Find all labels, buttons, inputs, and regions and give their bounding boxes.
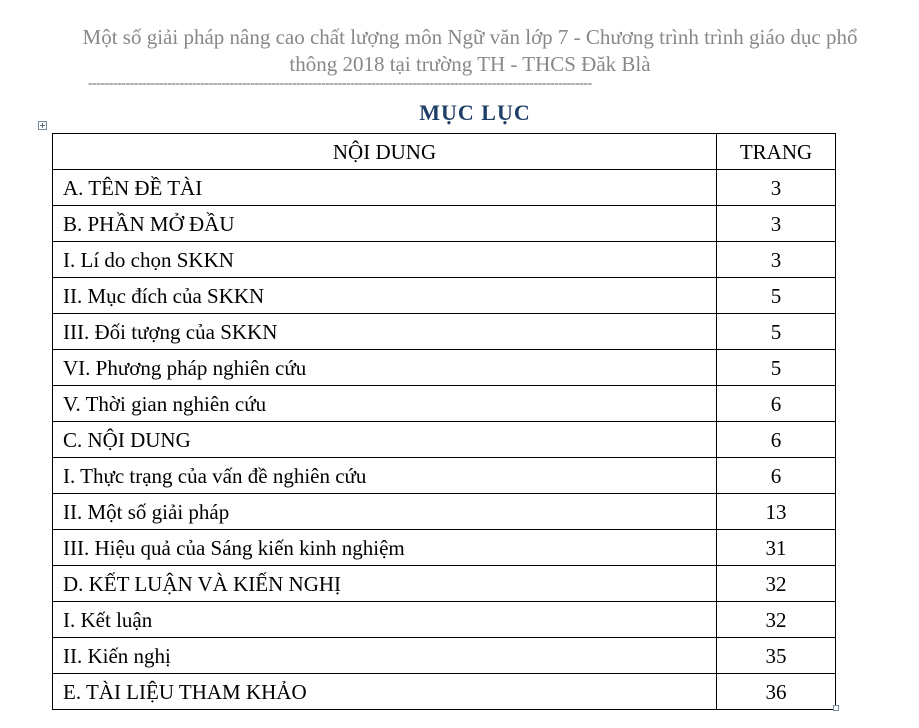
toc-row bbox=[53, 242, 836, 278]
toc-entry-content[interactable]: II. Mục đích của SKKN bbox=[53, 278, 717, 314]
toc-row bbox=[53, 458, 836, 494]
toc-row bbox=[53, 350, 836, 386]
toc-row bbox=[53, 278, 836, 314]
toc-entry-page[interactable]: 3 bbox=[717, 170, 836, 206]
toc-entry-content[interactable]: I. Kết luận bbox=[53, 602, 717, 638]
toc-entry-page[interactable]: 6 bbox=[717, 386, 836, 422]
toc-row bbox=[53, 638, 836, 674]
toc-entry-content[interactable]: E. TÀI LIỆU THAM KHẢO bbox=[53, 674, 717, 710]
toc-entry-content[interactable]: I. Lí do chọn SKKN bbox=[53, 242, 717, 278]
toc-header-row bbox=[53, 134, 836, 170]
toc-entry-content[interactable]: III. Hiệu quả của Sáng kiến kinh nghiệm bbox=[53, 530, 717, 566]
toc-title: MỤC LỤC bbox=[419, 100, 531, 125]
toc-entry-page[interactable]: 32 bbox=[717, 566, 836, 602]
toc-entry-page[interactable]: 31 bbox=[717, 530, 836, 566]
toc-entry-page[interactable]: 5 bbox=[717, 350, 836, 386]
toc-entry-page[interactable]: 3 bbox=[717, 242, 836, 278]
table-move-handle-icon[interactable] bbox=[38, 121, 47, 130]
toc-row bbox=[53, 602, 836, 638]
toc-row bbox=[53, 530, 836, 566]
toc-table bbox=[52, 133, 836, 710]
toc-entry-content[interactable]: III. Đối tượng của SKKN bbox=[53, 314, 717, 350]
toc-entry-content[interactable]: B. PHẦN MỞ ĐẦU bbox=[53, 206, 717, 242]
toc-row bbox=[53, 170, 836, 206]
column-header-content[interactable]: NỘI DUNG bbox=[53, 134, 717, 170]
column-header-page[interactable]: TRANG bbox=[717, 134, 836, 170]
toc-entry-content[interactable]: I. Thực trạng của vấn đề nghiên cứu bbox=[53, 458, 717, 494]
toc-entry-content[interactable]: A. TÊN ĐỀ TÀI bbox=[53, 170, 717, 206]
toc-entry-page[interactable]: 6 bbox=[717, 458, 836, 494]
toc-entry-page[interactable]: 35 bbox=[717, 638, 836, 674]
toc-entry-content[interactable]: C. NỘI DUNG bbox=[53, 422, 717, 458]
toc-row bbox=[53, 674, 836, 710]
header-line-2: thông 2018 tại trường TH - THCS Đăk Blà bbox=[289, 52, 651, 76]
toc-row bbox=[53, 314, 836, 350]
toc-row bbox=[53, 494, 836, 530]
toc-entry-content[interactable]: VI. Phương pháp nghiên cứu bbox=[53, 350, 717, 386]
toc-entry-page[interactable]: 13 bbox=[717, 494, 836, 530]
toc-entry-page[interactable]: 5 bbox=[717, 314, 836, 350]
toc-entry-page[interactable]: 36 bbox=[717, 674, 836, 710]
toc-row bbox=[53, 386, 836, 422]
toc-entry-content[interactable]: II. Một số giải pháp bbox=[53, 494, 717, 530]
header-line-1: Một số giải pháp nâng cao chất lượng môn Ngữ văn lớp 7 - Chương trình trình giáo dục phổ bbox=[82, 25, 858, 49]
table-resize-handle-icon[interactable] bbox=[833, 705, 839, 711]
header-separator: ------------------------------------------------------------------------------------------------------------------------- bbox=[88, 78, 592, 90]
toc-entry-page[interactable]: 3 bbox=[717, 206, 836, 242]
toc-entry-content[interactable]: II. Kiến nghị bbox=[53, 638, 717, 674]
toc-entry-page[interactable]: 32 bbox=[717, 602, 836, 638]
toc-row bbox=[53, 566, 836, 602]
document-header bbox=[40, 24, 900, 78]
toc-row bbox=[53, 206, 836, 242]
toc-entry-page[interactable]: 6 bbox=[717, 422, 836, 458]
toc-entry-content[interactable]: D. KẾT LUẬN VÀ KIẾN NGHỊ bbox=[53, 566, 717, 602]
toc-row bbox=[53, 422, 836, 458]
toc-entry-content[interactable]: V. Thời gian nghiên cứu bbox=[53, 386, 717, 422]
toc-entry-page[interactable]: 5 bbox=[717, 278, 836, 314]
